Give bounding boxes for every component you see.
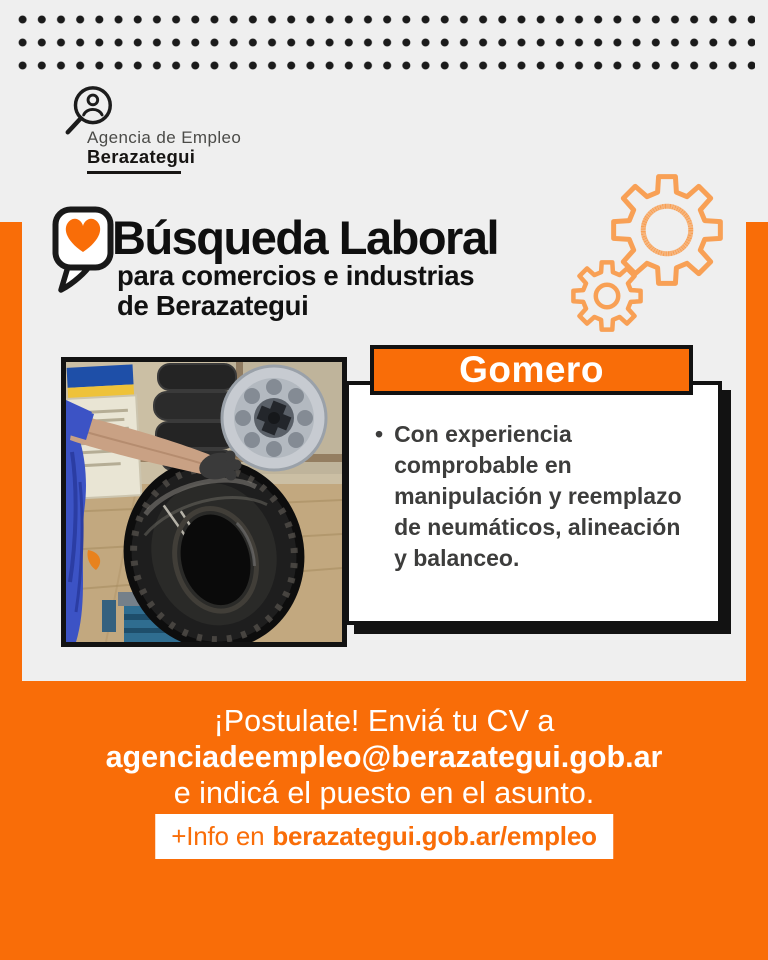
cta-email[interactable]: agenciadeempleo@berazategui.gob.ar	[105, 740, 663, 774]
gears-icon	[553, 160, 768, 340]
org-name-line2: Berazategui	[87, 146, 196, 167]
cta-line1: ¡Postulate! Enviá tu CV a	[213, 704, 555, 738]
speech-bubble-heart-icon	[52, 206, 114, 294]
job-title-banner	[370, 345, 693, 395]
hero-subtitle-line2: de Berazategui	[117, 289, 309, 321]
job-title: Gomero	[459, 349, 604, 390]
info-box	[155, 814, 613, 859]
tire-workshop-photo	[61, 357, 347, 647]
info-prefix: +Info en	[171, 821, 265, 851]
tire-photo-illustration	[66, 362, 342, 642]
cta-block	[0, 703, 768, 811]
cta-line2: e indicá el puesto en el asunto.	[173, 776, 595, 810]
job-requirement-item	[375, 419, 701, 574]
hero-title: Búsqueda Laboral	[112, 211, 499, 264]
info-link[interactable]: berazategui.gob.ar/empleo	[272, 821, 597, 851]
hero-subtitle-line1: para comercios e industrias	[117, 260, 475, 291]
brand-underline	[87, 171, 181, 174]
hero-subtitle	[117, 261, 474, 320]
job-requirement-text: Con experiencia comprobable en manipulación y reemplazo de neumáticos, alineación y balanceo.	[394, 421, 682, 571]
bullet-dot: •	[375, 421, 384, 447]
dots-pattern-top	[13, 8, 755, 72]
org-name-line1: Agencia de Empleo	[87, 128, 242, 147]
